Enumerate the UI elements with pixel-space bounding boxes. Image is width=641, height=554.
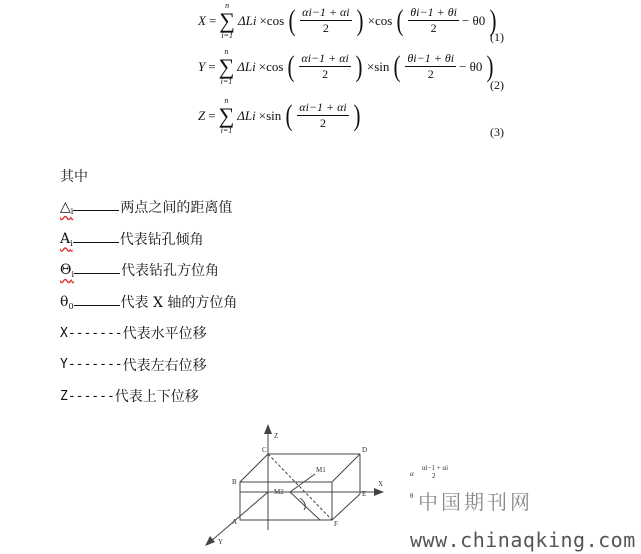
svg-text:A: A	[232, 518, 238, 526]
definition-list	[60, 160, 237, 412]
svg-text:D: D	[362, 446, 368, 454]
equation-3: Z = n ∑ i=1 ΔLi ×sin ( $\frac{\alpha i-1 + \alpha i}{2}$ )	[198, 96, 361, 135]
svg-text:αi−1 + αi: αi−1 + αi	[422, 464, 449, 472]
svg-text:E: E	[362, 490, 367, 498]
svg-text:θ: θ	[410, 492, 414, 500]
definition-item: Y------- 代表左右位移	[60, 357, 207, 374]
watermark: 中国期刊网	[418, 490, 533, 514]
svg-text:F: F	[334, 520, 338, 528]
equation-2: Y = n ∑ i=1 ΔLi ×cos ( $\frac{\alpha i-1 + \alpha i}{2}$ ) ×sin ( $\frac{\theta i-1 + \theta i}{2}$ − θ0 )	[198, 47, 494, 86]
sum-symbol: n ∑ i=1	[219, 1, 235, 40]
svg-text:M1: M1	[316, 466, 326, 474]
svg-text:M2: M2	[274, 488, 284, 496]
site-url: www.chinaqking.com	[410, 528, 636, 552]
equation-1: X = n ∑ i=1 ΔLi ×cos ( $\frac{\alpha i-1 + \alpha i}{2}$ ) ×cos ( $\frac{\theta i-1 + \theta i}{2}$ − θ0 )	[198, 1, 497, 40]
definition-item: Z------ 代表上下位移	[60, 388, 199, 406]
heading: 其中	[60, 168, 88, 185]
svg-text:α: α	[410, 470, 414, 478]
equation-number-3: (3)	[490, 125, 504, 139]
svg-text:2: 2	[432, 472, 436, 480]
label-y: Y	[218, 538, 224, 546]
definition-item: $\theta_0$ 代表 X 轴的方位角	[60, 293, 238, 311]
definition-item: X------- 代表水平位移	[60, 325, 207, 343]
svg-text:C: C	[262, 446, 267, 454]
definition-item: $\Theta_i$ 代表钻孔方位角	[60, 262, 220, 280]
definition-item: $\triangle_i$ 两点之间的距离值	[60, 199, 233, 217]
definition-item: $A_i$ 代表钻孔倾角	[60, 230, 204, 248]
svg-text:B: B	[232, 478, 237, 486]
label-z: Z	[274, 432, 279, 440]
equation-number-1: (1)	[490, 30, 504, 44]
equation-number-2: (2)	[490, 78, 504, 92]
label-x: X	[378, 480, 384, 488]
